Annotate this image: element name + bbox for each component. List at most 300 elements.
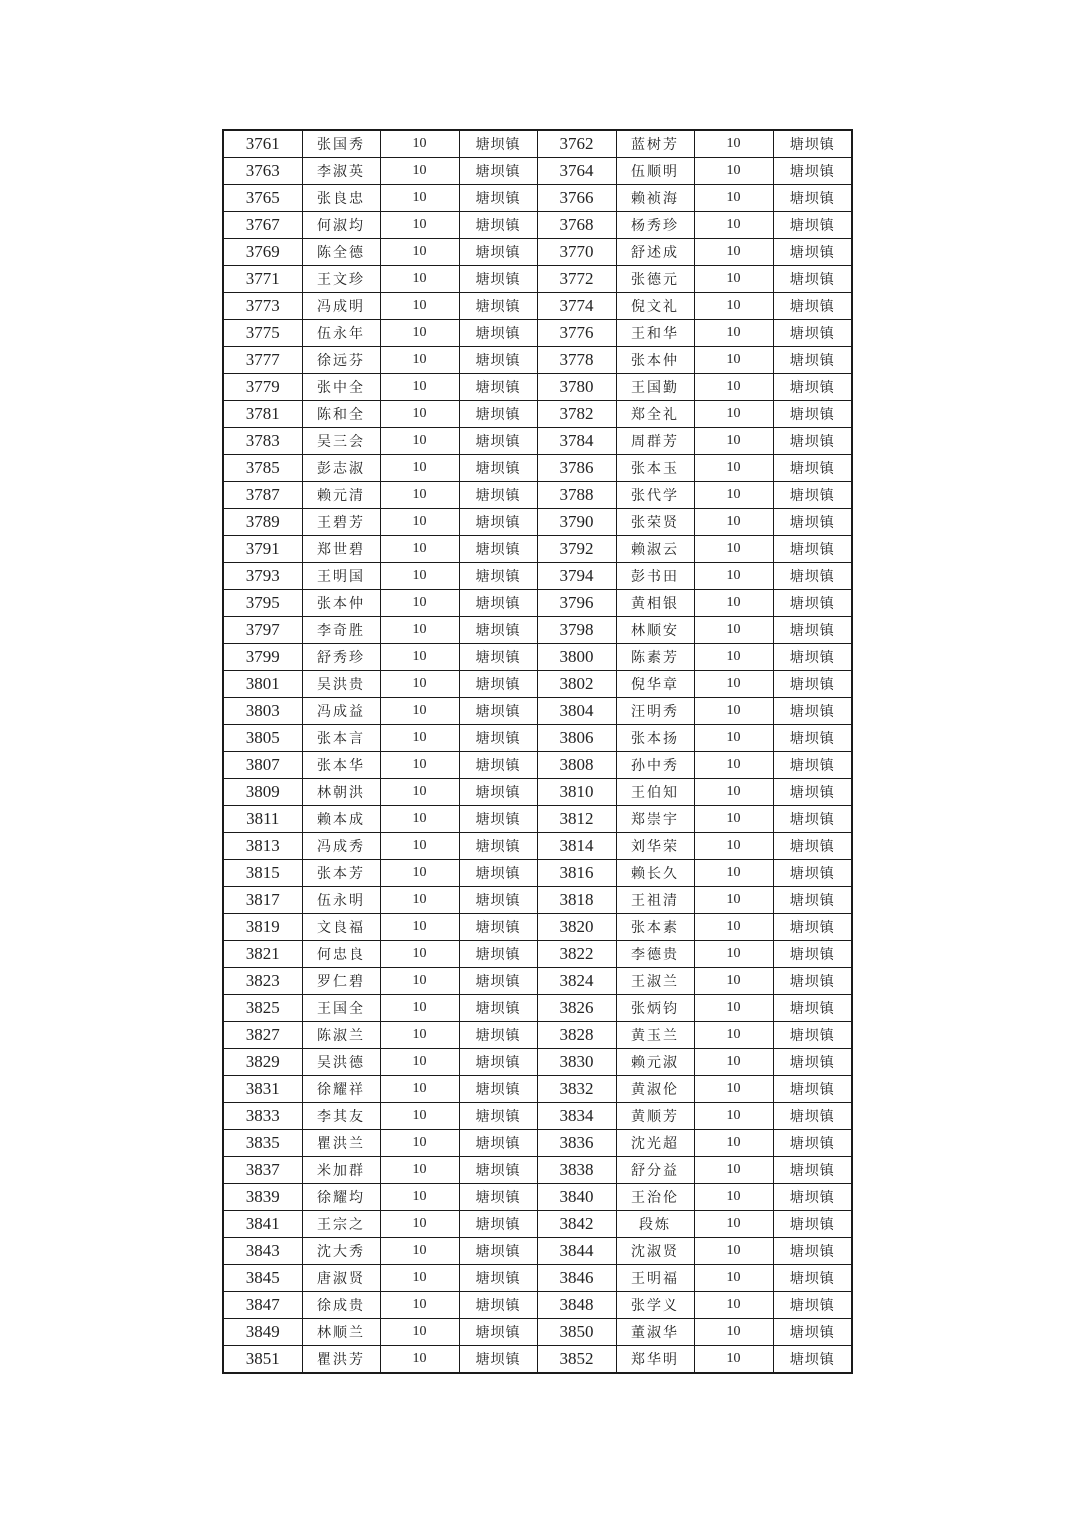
record-number-cell: 3827 [223, 1022, 302, 1049]
person-name-cell: 张本仲 [616, 347, 694, 374]
record-number-cell: 3796 [537, 590, 616, 617]
town-name-cell: 塘坝镇 [773, 1211, 852, 1238]
record-number-cell: 3787 [223, 482, 302, 509]
amount-cell: 10 [380, 1265, 459, 1292]
amount-cell: 10 [694, 1346, 773, 1374]
amount-cell: 10 [380, 752, 459, 779]
person-name-cell: 张国秀 [302, 130, 380, 158]
record-number-cell: 3780 [537, 374, 616, 401]
town-name-cell: 塘坝镇 [459, 1157, 537, 1184]
town-name-cell: 塘坝镇 [459, 644, 537, 671]
town-name-cell: 塘坝镇 [773, 590, 852, 617]
town-name-cell: 塘坝镇 [459, 941, 537, 968]
town-name-cell: 塘坝镇 [773, 671, 852, 698]
table-row [223, 995, 852, 1022]
table-row [223, 590, 852, 617]
record-number-cell: 3823 [223, 968, 302, 995]
town-name-cell: 塘坝镇 [773, 239, 852, 266]
record-number-cell: 3825 [223, 995, 302, 1022]
town-name-cell: 塘坝镇 [773, 536, 852, 563]
amount-cell: 10 [380, 1076, 459, 1103]
amount-cell: 10 [694, 779, 773, 806]
record-number-cell: 3837 [223, 1157, 302, 1184]
amount-cell: 10 [380, 239, 459, 266]
person-name-cell: 冯成秀 [302, 833, 380, 860]
table-row [223, 239, 852, 266]
table-row [223, 212, 852, 239]
record-number-cell: 3803 [223, 698, 302, 725]
amount-cell: 10 [694, 293, 773, 320]
town-name-cell: 塘坝镇 [459, 860, 537, 887]
table-row [223, 347, 852, 374]
record-number-cell: 3846 [537, 1265, 616, 1292]
amount-cell: 10 [694, 968, 773, 995]
record-number-cell: 3810 [537, 779, 616, 806]
town-name-cell: 塘坝镇 [459, 1022, 537, 1049]
amount-cell: 10 [694, 1184, 773, 1211]
town-name-cell: 塘坝镇 [459, 563, 537, 590]
person-name-cell: 李奇胜 [302, 617, 380, 644]
town-name-cell: 塘坝镇 [459, 779, 537, 806]
person-name-cell: 郑全礼 [616, 401, 694, 428]
amount-cell: 10 [694, 1022, 773, 1049]
town-name-cell: 塘坝镇 [773, 455, 852, 482]
record-number-cell: 3777 [223, 347, 302, 374]
amount-cell: 10 [380, 995, 459, 1022]
person-name-cell: 陈素芳 [616, 644, 694, 671]
person-name-cell: 倪文礼 [616, 293, 694, 320]
amount-cell: 10 [694, 671, 773, 698]
record-number-cell: 3819 [223, 914, 302, 941]
amount-cell: 10 [694, 455, 773, 482]
town-name-cell: 塘坝镇 [459, 752, 537, 779]
record-number-cell: 3781 [223, 401, 302, 428]
record-number-cell: 3771 [223, 266, 302, 293]
town-name-cell: 塘坝镇 [773, 779, 852, 806]
person-name-cell: 罗仁碧 [302, 968, 380, 995]
person-name-cell: 赖元淑 [616, 1049, 694, 1076]
record-number-cell: 3763 [223, 158, 302, 185]
amount-cell: 10 [694, 320, 773, 347]
person-name-cell: 周群芳 [616, 428, 694, 455]
person-name-cell: 王明福 [616, 1265, 694, 1292]
town-name-cell: 塘坝镇 [459, 130, 537, 158]
amount-cell: 10 [380, 1103, 459, 1130]
person-name-cell: 何忠良 [302, 941, 380, 968]
town-name-cell: 塘坝镇 [773, 1157, 852, 1184]
record-number-cell: 3794 [537, 563, 616, 590]
table-row [223, 428, 852, 455]
record-number-cell: 3832 [537, 1076, 616, 1103]
person-name-cell: 瞿洪芳 [302, 1346, 380, 1374]
record-number-cell: 3813 [223, 833, 302, 860]
record-number-cell: 3762 [537, 130, 616, 158]
town-name-cell: 塘坝镇 [459, 293, 537, 320]
record-number-cell: 3840 [537, 1184, 616, 1211]
amount-cell: 10 [380, 1157, 459, 1184]
record-number-cell: 3841 [223, 1211, 302, 1238]
town-name-cell: 塘坝镇 [773, 374, 852, 401]
record-number-cell: 3836 [537, 1130, 616, 1157]
person-name-cell: 张炳钧 [616, 995, 694, 1022]
table-row [223, 320, 852, 347]
person-name-cell: 彭志淑 [302, 455, 380, 482]
table-row [223, 1265, 852, 1292]
person-name-cell: 徐耀祥 [302, 1076, 380, 1103]
table-row [223, 185, 852, 212]
table-row [223, 914, 852, 941]
person-name-cell: 张本仲 [302, 590, 380, 617]
amount-cell: 10 [380, 1211, 459, 1238]
record-number-cell: 3793 [223, 563, 302, 590]
record-number-cell: 3783 [223, 428, 302, 455]
roster-body [223, 130, 852, 1373]
record-number-cell: 3775 [223, 320, 302, 347]
amount-cell: 10 [694, 536, 773, 563]
record-number-cell: 3772 [537, 266, 616, 293]
person-name-cell: 郑崇宇 [616, 806, 694, 833]
town-name-cell: 塘坝镇 [773, 644, 852, 671]
town-name-cell: 塘坝镇 [773, 1292, 852, 1319]
record-number-cell: 3834 [537, 1103, 616, 1130]
person-name-cell: 舒述成 [616, 239, 694, 266]
town-name-cell: 塘坝镇 [459, 1238, 537, 1265]
table-row [223, 374, 852, 401]
person-name-cell: 冯成益 [302, 698, 380, 725]
town-name-cell: 塘坝镇 [773, 1049, 852, 1076]
town-name-cell: 塘坝镇 [459, 887, 537, 914]
table-row [223, 509, 852, 536]
amount-cell: 10 [694, 401, 773, 428]
person-name-cell: 沈淑贤 [616, 1238, 694, 1265]
amount-cell: 10 [380, 563, 459, 590]
person-name-cell: 沈光超 [616, 1130, 694, 1157]
town-name-cell: 塘坝镇 [773, 320, 852, 347]
town-name-cell: 塘坝镇 [459, 212, 537, 239]
town-name-cell: 塘坝镇 [773, 941, 852, 968]
town-name-cell: 塘坝镇 [459, 671, 537, 698]
person-name-cell: 张本华 [302, 752, 380, 779]
amount-cell: 10 [694, 563, 773, 590]
amount-cell: 10 [694, 374, 773, 401]
town-name-cell: 塘坝镇 [459, 239, 537, 266]
amount-cell: 10 [380, 482, 459, 509]
record-number-cell: 3831 [223, 1076, 302, 1103]
person-name-cell: 陈和全 [302, 401, 380, 428]
record-number-cell: 3835 [223, 1130, 302, 1157]
amount-cell: 10 [380, 320, 459, 347]
town-name-cell: 塘坝镇 [773, 158, 852, 185]
record-number-cell: 3843 [223, 1238, 302, 1265]
table-row [223, 158, 852, 185]
person-name-cell: 伍永明 [302, 887, 380, 914]
record-number-cell: 3801 [223, 671, 302, 698]
person-name-cell: 张良忠 [302, 185, 380, 212]
record-number-cell: 3842 [537, 1211, 616, 1238]
amount-cell: 10 [694, 860, 773, 887]
table-row [223, 833, 852, 860]
table-row [223, 1130, 852, 1157]
town-name-cell: 塘坝镇 [459, 482, 537, 509]
amount-cell: 10 [694, 482, 773, 509]
person-name-cell: 彭书田 [616, 563, 694, 590]
amount-cell: 10 [694, 590, 773, 617]
town-name-cell: 塘坝镇 [459, 401, 537, 428]
person-name-cell: 陈淑兰 [302, 1022, 380, 1049]
person-name-cell: 董淑华 [616, 1319, 694, 1346]
town-name-cell: 塘坝镇 [459, 185, 537, 212]
table-row [223, 968, 852, 995]
amount-cell: 10 [380, 374, 459, 401]
amount-cell: 10 [380, 401, 459, 428]
town-name-cell: 塘坝镇 [459, 833, 537, 860]
town-name-cell: 塘坝镇 [773, 1346, 852, 1374]
record-number-cell: 3808 [537, 752, 616, 779]
amount-cell: 10 [694, 644, 773, 671]
record-number-cell: 3806 [537, 725, 616, 752]
amount-cell: 10 [694, 347, 773, 374]
amount-cell: 10 [694, 806, 773, 833]
table-row [223, 266, 852, 293]
amount-cell: 10 [380, 1346, 459, 1374]
table-row [223, 563, 852, 590]
record-number-cell: 3818 [537, 887, 616, 914]
amount-cell: 10 [380, 671, 459, 698]
amount-cell: 10 [380, 293, 459, 320]
amount-cell: 10 [694, 752, 773, 779]
town-name-cell: 塘坝镇 [459, 914, 537, 941]
person-name-cell: 徐成贵 [302, 1292, 380, 1319]
amount-cell: 10 [694, 1292, 773, 1319]
town-name-cell: 塘坝镇 [459, 1184, 537, 1211]
person-name-cell: 王淑兰 [616, 968, 694, 995]
record-number-cell: 3804 [537, 698, 616, 725]
record-number-cell: 3815 [223, 860, 302, 887]
record-number-cell: 3773 [223, 293, 302, 320]
person-name-cell: 张本玉 [616, 455, 694, 482]
person-name-cell: 黄玉兰 [616, 1022, 694, 1049]
table-row [223, 293, 852, 320]
table-row [223, 455, 852, 482]
record-number-cell: 3816 [537, 860, 616, 887]
person-name-cell: 张中全 [302, 374, 380, 401]
town-name-cell: 塘坝镇 [459, 806, 537, 833]
person-name-cell: 汪明秀 [616, 698, 694, 725]
person-name-cell: 林顺兰 [302, 1319, 380, 1346]
record-number-cell: 3769 [223, 239, 302, 266]
amount-cell: 10 [380, 968, 459, 995]
person-name-cell: 王明国 [302, 563, 380, 590]
amount-cell: 10 [380, 1319, 459, 1346]
person-name-cell: 唐淑贤 [302, 1265, 380, 1292]
town-name-cell: 塘坝镇 [773, 914, 852, 941]
table-row [223, 1211, 852, 1238]
town-name-cell: 塘坝镇 [459, 1265, 537, 1292]
record-number-cell: 3792 [537, 536, 616, 563]
record-number-cell: 3839 [223, 1184, 302, 1211]
person-name-cell: 王治伦 [616, 1184, 694, 1211]
town-name-cell: 塘坝镇 [459, 698, 537, 725]
amount-cell: 10 [694, 428, 773, 455]
table-row [223, 644, 852, 671]
town-name-cell: 塘坝镇 [773, 752, 852, 779]
record-number-cell: 3797 [223, 617, 302, 644]
town-name-cell: 塘坝镇 [773, 266, 852, 293]
town-name-cell: 塘坝镇 [773, 887, 852, 914]
amount-cell: 10 [380, 130, 459, 158]
town-name-cell: 塘坝镇 [773, 293, 852, 320]
amount-cell: 10 [694, 1157, 773, 1184]
table-row [223, 1103, 852, 1130]
table-row [223, 752, 852, 779]
table-row [223, 1319, 852, 1346]
town-name-cell: 塘坝镇 [773, 1319, 852, 1346]
person-name-cell: 吴洪贵 [302, 671, 380, 698]
person-name-cell: 伍顺明 [616, 158, 694, 185]
table-row [223, 887, 852, 914]
table-row [223, 617, 852, 644]
person-name-cell: 何淑均 [302, 212, 380, 239]
record-number-cell: 3789 [223, 509, 302, 536]
person-name-cell: 王文珍 [302, 266, 380, 293]
table-row [223, 941, 852, 968]
amount-cell: 10 [694, 266, 773, 293]
amount-cell: 10 [694, 1265, 773, 1292]
record-number-cell: 3795 [223, 590, 302, 617]
amount-cell: 10 [380, 833, 459, 860]
town-name-cell: 塘坝镇 [773, 968, 852, 995]
table-row [223, 860, 852, 887]
town-name-cell: 塘坝镇 [773, 725, 852, 752]
town-name-cell: 塘坝镇 [773, 509, 852, 536]
amount-cell: 10 [694, 725, 773, 752]
amount-cell: 10 [380, 1184, 459, 1211]
record-number-cell: 3845 [223, 1265, 302, 1292]
record-number-cell: 3838 [537, 1157, 616, 1184]
amount-cell: 10 [380, 590, 459, 617]
record-number-cell: 3826 [537, 995, 616, 1022]
person-name-cell: 林顺安 [616, 617, 694, 644]
person-name-cell: 赖元清 [302, 482, 380, 509]
amount-cell: 10 [694, 509, 773, 536]
record-number-cell: 3768 [537, 212, 616, 239]
town-name-cell: 塘坝镇 [773, 1103, 852, 1130]
record-number-cell: 3814 [537, 833, 616, 860]
table-row [223, 401, 852, 428]
record-number-cell: 3766 [537, 185, 616, 212]
record-number-cell: 3784 [537, 428, 616, 455]
amount-cell: 10 [380, 428, 459, 455]
town-name-cell: 塘坝镇 [773, 1076, 852, 1103]
person-name-cell: 孙中秀 [616, 752, 694, 779]
person-name-cell: 赖祯海 [616, 185, 694, 212]
record-number-cell: 3791 [223, 536, 302, 563]
person-name-cell: 王国全 [302, 995, 380, 1022]
person-name-cell: 徐远芬 [302, 347, 380, 374]
town-name-cell: 塘坝镇 [773, 833, 852, 860]
record-number-cell: 3821 [223, 941, 302, 968]
town-name-cell: 塘坝镇 [773, 401, 852, 428]
person-name-cell: 黄顺芳 [616, 1103, 694, 1130]
record-number-cell: 3782 [537, 401, 616, 428]
record-number-cell: 3820 [537, 914, 616, 941]
table-row [223, 1238, 852, 1265]
person-name-cell: 黄相银 [616, 590, 694, 617]
record-number-cell: 3786 [537, 455, 616, 482]
person-name-cell: 沈大秀 [302, 1238, 380, 1265]
amount-cell: 10 [694, 941, 773, 968]
town-name-cell: 塘坝镇 [459, 1049, 537, 1076]
amount-cell: 10 [694, 1076, 773, 1103]
town-name-cell: 塘坝镇 [773, 995, 852, 1022]
record-number-cell: 3774 [537, 293, 616, 320]
record-number-cell: 3812 [537, 806, 616, 833]
amount-cell: 10 [380, 1049, 459, 1076]
town-name-cell: 塘坝镇 [773, 428, 852, 455]
person-name-cell: 张代学 [616, 482, 694, 509]
record-number-cell: 3852 [537, 1346, 616, 1374]
amount-cell: 10 [380, 185, 459, 212]
table-row [223, 779, 852, 806]
record-number-cell: 3849 [223, 1319, 302, 1346]
table-row [223, 1184, 852, 1211]
amount-cell: 10 [694, 158, 773, 185]
town-name-cell: 塘坝镇 [459, 266, 537, 293]
town-name-cell: 塘坝镇 [773, 212, 852, 239]
table-row [223, 671, 852, 698]
person-name-cell: 吴洪德 [302, 1049, 380, 1076]
person-name-cell: 吴三会 [302, 428, 380, 455]
table-row [223, 1292, 852, 1319]
table-row [223, 1346, 852, 1374]
person-name-cell: 伍永年 [302, 320, 380, 347]
amount-cell: 10 [380, 536, 459, 563]
record-number-cell: 3848 [537, 1292, 616, 1319]
town-name-cell: 塘坝镇 [459, 1130, 537, 1157]
record-number-cell: 3817 [223, 887, 302, 914]
town-name-cell: 塘坝镇 [459, 1319, 537, 1346]
town-name-cell: 塘坝镇 [773, 347, 852, 374]
record-number-cell: 3770 [537, 239, 616, 266]
town-name-cell: 塘坝镇 [459, 320, 537, 347]
amount-cell: 10 [694, 833, 773, 860]
amount-cell: 10 [694, 995, 773, 1022]
person-name-cell: 张德元 [616, 266, 694, 293]
amount-cell: 10 [694, 239, 773, 266]
person-name-cell: 张学义 [616, 1292, 694, 1319]
amount-cell: 10 [380, 725, 459, 752]
town-name-cell: 塘坝镇 [459, 617, 537, 644]
amount-cell: 10 [694, 212, 773, 239]
town-name-cell: 塘坝镇 [773, 185, 852, 212]
amount-cell: 10 [694, 887, 773, 914]
table-row [223, 698, 852, 725]
person-name-cell: 赖本成 [302, 806, 380, 833]
table-row [223, 536, 852, 563]
town-name-cell: 塘坝镇 [459, 1292, 537, 1319]
record-number-cell: 3765 [223, 185, 302, 212]
person-name-cell: 王和华 [616, 320, 694, 347]
town-name-cell: 塘坝镇 [773, 617, 852, 644]
record-number-cell: 3824 [537, 968, 616, 995]
amount-cell: 10 [380, 158, 459, 185]
amount-cell: 10 [380, 1022, 459, 1049]
record-number-cell: 3802 [537, 671, 616, 698]
amount-cell: 10 [380, 1130, 459, 1157]
amount-cell: 10 [694, 1238, 773, 1265]
record-number-cell: 3850 [537, 1319, 616, 1346]
person-name-cell: 陈全德 [302, 239, 380, 266]
